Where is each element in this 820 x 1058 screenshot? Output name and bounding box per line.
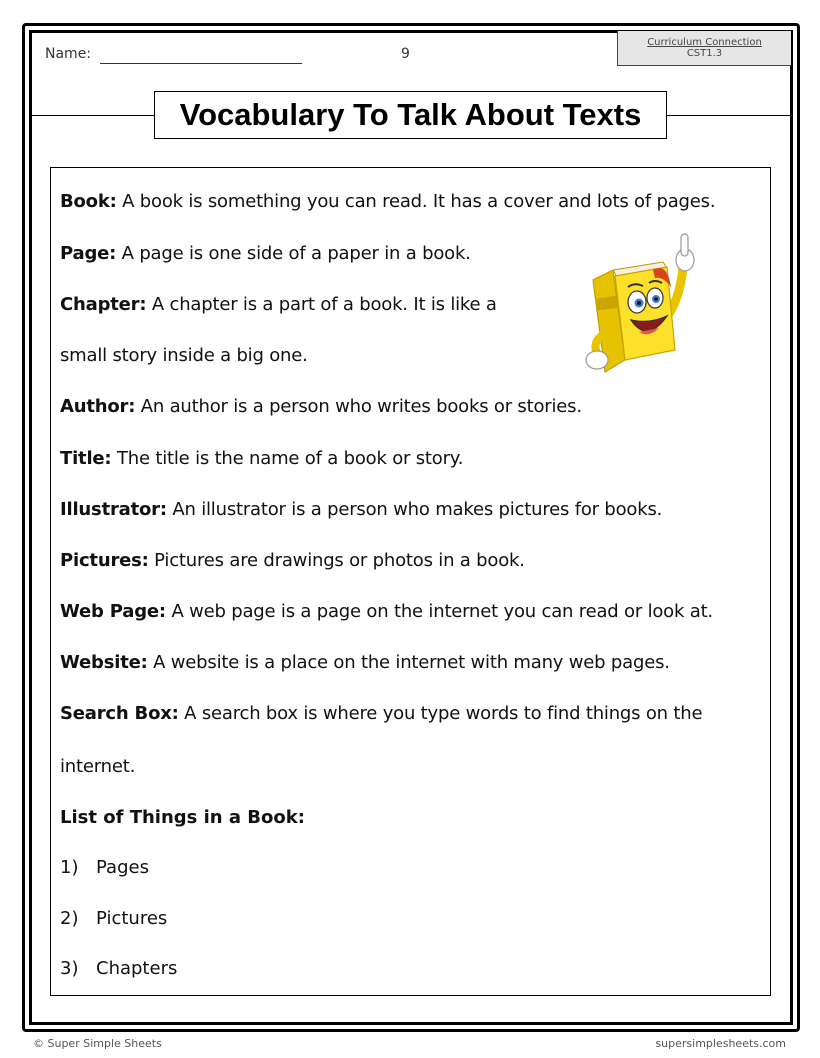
book-mascot-icon <box>575 232 710 377</box>
curriculum-connection-box <box>617 31 791 66</box>
vocab-definition: An illustrator is a person who makes pictures for books. <box>166 499 663 520</box>
vocab-entry-page <box>60 243 471 264</box>
vocab-definition: A website is a place on the internet with many web pages. <box>147 652 670 673</box>
vocab-entry-chapter-continued <box>60 345 308 366</box>
vocab-entry-pictures <box>60 550 525 571</box>
vocab-term: Web Page: <box>60 601 166 622</box>
vocab-entry-illustrator <box>60 499 662 520</box>
list-item-label: Chapters <box>96 958 178 979</box>
list-heading: List of Things in a Book: <box>60 807 305 828</box>
name-field-line[interactable] <box>100 63 302 64</box>
vocab-entry-web-page <box>60 601 713 622</box>
list-item <box>60 908 167 929</box>
curriculum-title: Curriculum Connection <box>647 37 762 48</box>
vocab-term: Website: <box>60 652 148 673</box>
page-title: Vocabulary To Talk About Texts <box>154 91 667 139</box>
list-item <box>60 857 149 878</box>
vocab-entry-search-box <box>60 703 702 724</box>
vocab-definition: The title is the name of a book or story. <box>111 448 464 469</box>
vocab-entry-website <box>60 652 670 673</box>
list-item-number: 3) <box>60 958 79 979</box>
vocab-definition: Pictures are drawings or photos in a book. <box>148 550 525 571</box>
vocab-term: Page: <box>60 243 117 264</box>
list-item-label: Pages <box>96 857 149 878</box>
vocab-definition: A web page is a page on the internet you can read or look at. <box>165 601 713 622</box>
list-item-label: Pictures <box>96 908 168 929</box>
vocab-term: Pictures: <box>60 550 149 571</box>
vocab-entry-author <box>60 396 582 417</box>
vocab-term: Search Box: <box>60 703 179 724</box>
vocab-definition: small story inside a big one. <box>60 345 308 366</box>
footer-website-link[interactable]: supersimplesheets.com <box>655 1037 786 1050</box>
vocab-term: Book: <box>60 191 117 212</box>
vocab-term: Title: <box>60 448 112 469</box>
page-number: 9 <box>401 46 410 62</box>
vocab-term: Illustrator: <box>60 499 167 520</box>
vocab-definition: internet. <box>60 756 136 777</box>
name-label: Name: <box>45 46 92 62</box>
vocab-entry-search-box-continued <box>60 756 135 777</box>
list-item <box>60 958 177 979</box>
vocab-definition: A book is something you can read. It has a cover and lots of pages. <box>116 191 716 212</box>
vocab-entry-chapter <box>60 294 497 315</box>
vocab-term: Author: <box>60 396 136 417</box>
list-item-number: 2) <box>60 908 79 929</box>
vocab-definition: An author is a person who writes books or stories. <box>135 396 582 417</box>
vocab-definition: A page is one side of a paper in a book. <box>116 243 471 264</box>
footer-copyright: © Super Simple Sheets <box>33 1037 162 1050</box>
vocab-definition: A chapter is a part of a book. It is like a <box>146 294 497 315</box>
list-item-number: 1) <box>60 857 79 878</box>
vocab-definition: A search box is where you type words to find things on the <box>178 703 703 724</box>
vocab-term: Chapter: <box>60 294 147 315</box>
vocab-entry-title <box>60 448 463 469</box>
vocab-entry-book <box>60 191 715 212</box>
curriculum-code: CST1.3 <box>686 48 723 59</box>
